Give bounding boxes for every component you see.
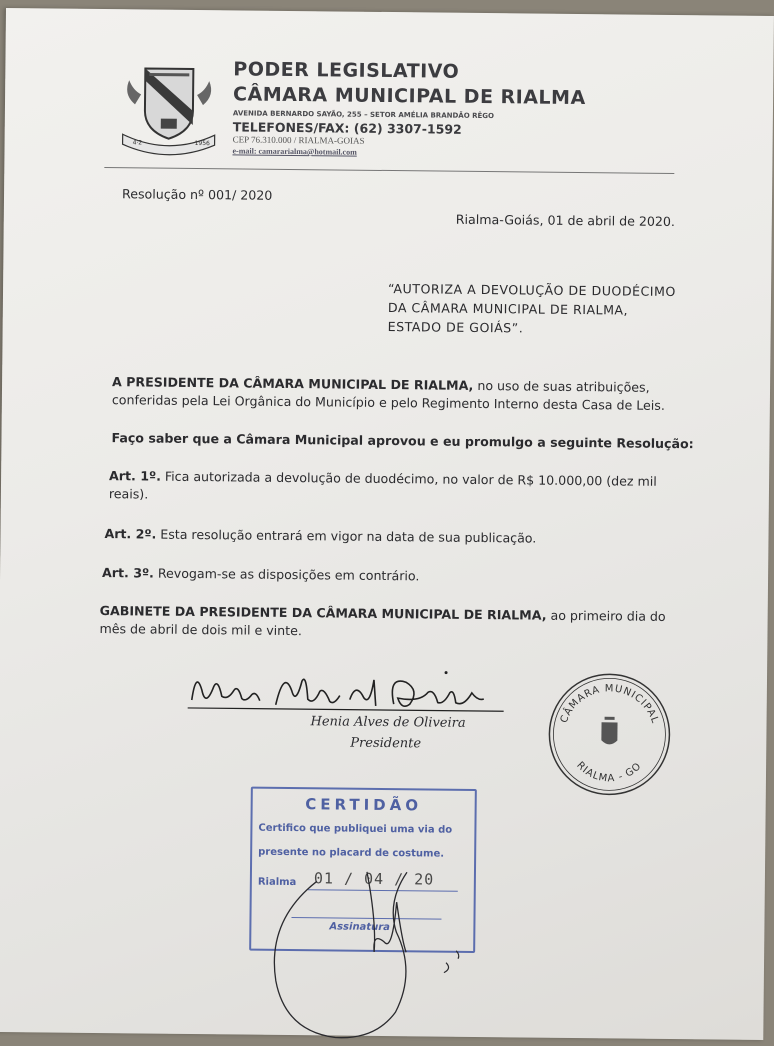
svg-text:1956: 1956 bbox=[194, 139, 210, 148]
municipal-seal bbox=[544, 670, 675, 799]
signatory-name: Henia Alves de Oliveira bbox=[310, 714, 466, 731]
article-2-label: Art. 2º. bbox=[104, 526, 157, 542]
preamble-bold: A PRESIDENTE DA CÂMARA MUNICIPAL DE RIALMA, bbox=[112, 374, 474, 393]
article-2 bbox=[104, 525, 536, 548]
ementa-line3: ESTADO DE GOIÁS”. bbox=[387, 319, 524, 336]
article-1 bbox=[109, 467, 657, 491]
signatory-role: Presidente bbox=[350, 735, 422, 752]
seal-crest-icon bbox=[601, 722, 617, 744]
header-phones: TELEFONES/FAX: (62) 3307-1592 bbox=[232, 119, 462, 137]
certidao-title: CERTIDÃO bbox=[305, 795, 423, 815]
article-1-text: Fica autorizada a devolução de duodécimo, no valor de R$ 10.000,00 (dez mil bbox=[160, 468, 657, 489]
coat-of-arms-icon bbox=[114, 64, 223, 157]
header-address: AVENIDA BERNARDO SAYÃO, 255 – SETOR AMÉLIA BRANDÃO RÊGO bbox=[232, 109, 495, 121]
proclamation: Faço saber que a Câmara Municipal aprovou e eu promulgo a seguinte Resolução: bbox=[111, 430, 694, 452]
article-3 bbox=[102, 564, 420, 585]
header-line1: PODER LEGISLATIVO bbox=[233, 58, 460, 83]
ementa-line2: DA CÂMARA MUNICIPAL DE RIALMA, bbox=[387, 300, 629, 318]
article-3-label: Art. 3º. bbox=[102, 565, 154, 581]
document-page bbox=[0, 8, 774, 1040]
closing-line2: mês de abril de dois mil e vinte. bbox=[99, 621, 302, 639]
header-email: e-mail: camararialma@hotmail.com bbox=[232, 146, 357, 157]
certidao-handwritten-signature bbox=[245, 841, 497, 1044]
preamble-line2: conferidas pela Lei Orgânica do Município e pelo Regimento Interno desta Casa de Leis. bbox=[111, 392, 665, 413]
certidao-line3-prefix: Rialma bbox=[257, 876, 297, 889]
resolution-number: Resolução nº 001/ 2020 bbox=[121, 186, 273, 203]
article-2-text: Esta resolução entrará em vigor na data de sua publicação. bbox=[156, 526, 537, 546]
place-date: Rialma-Goiás, 01 de abril de 2020. bbox=[455, 211, 676, 230]
ementa-line1: “AUTORIZA A DEVOLUÇÃO DE DUODÉCIMO bbox=[388, 281, 676, 300]
certidao-date-handwritten: 01 / 04 / 20 bbox=[313, 869, 435, 889]
svg-text:4·2: 4·2 bbox=[132, 139, 143, 147]
certidao-signature-label: Assinatura bbox=[329, 921, 390, 934]
header-divider bbox=[104, 167, 674, 174]
seal-bottom-text: RIALMA - GO bbox=[574, 760, 644, 785]
article-3-text: Revogam-se as disposições em contrário. bbox=[153, 565, 420, 584]
article-1-text-cont: reais). bbox=[108, 486, 149, 502]
article-1-label: Art. 1º. bbox=[109, 468, 161, 484]
header-line2: CÂMARA MUNICIPAL DE RIALMA bbox=[232, 83, 586, 110]
certidao-line1: Certifico que publiquei uma via do bbox=[258, 822, 453, 836]
header-cep: CEP 76.310.000 / RIALMA-GOIAS bbox=[232, 134, 365, 146]
certidao-line2: presente no placard de costume. bbox=[258, 846, 445, 860]
preamble-rest: no uso de suas atribuições, bbox=[473, 377, 650, 395]
closing-rest: ao primeiro dia do bbox=[546, 607, 666, 624]
seal-top-text: CÂMARA MUNICIPAL bbox=[558, 683, 661, 726]
closing-bold: GABINETE DA PRESIDENTE DA CÂMARA MUNICIPAL DE RIALMA, bbox=[99, 603, 547, 623]
svg-text:RIALMA - GO bbox=[574, 760, 644, 785]
